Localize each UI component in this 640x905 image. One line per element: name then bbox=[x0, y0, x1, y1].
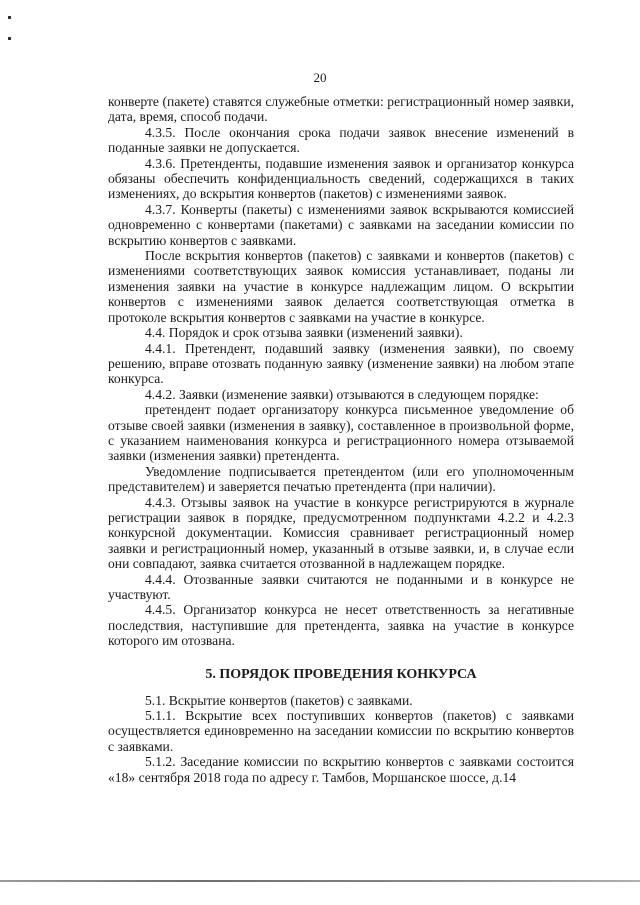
page-number: 20 bbox=[313, 70, 327, 85]
paragraph: 5.1.2. Заседание комиссии по вскрытию конвертов с заявками состоится «18» сентября 2018 года по адресу г. Тамбов, Моршанское шоссе, д.14 bbox=[108, 754, 574, 785]
paragraph: 4.3.5. После окончания срока подачи заявок внесение изменений в поданные заявки не допускается. bbox=[108, 124, 574, 156]
paragraph: 4.3.6. Претенденты, подавшие изменения заявок и организатор конкурса обязаны обеспечить конфиденциальность сведений, содержащихся в таких изменениях, до вскрытия конвертов (пакетов) с изменениями заявок. bbox=[108, 155, 574, 202]
paragraph: 4.4.2. Заявки (изменение заявки) отзываются в следующем порядке: bbox=[145, 386, 539, 402]
paragraph: 4.4.4. Отозванные заявки считаются не поданными и в конкурсе не участвуют. bbox=[108, 571, 574, 602]
scan-bottom-edge bbox=[0, 880, 640, 882]
paragraph: После вскрытия конвертов (пакетов) с заявками и конвертов (пакетов) с изменениями соответствующих заявок комиссия устанавливает, поданы ли изменения заявки на участие в конкурсе надлежащим лицом. О вскрытии конвертов с изменениями заявок делается соответствующая отметка в протоколе вскрытия конвертов с заявками на участие в конкурсе. bbox=[108, 248, 574, 325]
scan-artifact-mark bbox=[8, 37, 11, 40]
section-title: 5. ПОРЯДОК ПРОВЕДЕНИЯ КОНКУРСА bbox=[205, 666, 477, 682]
paragraph: 4.4.1. Претендент, подавший заявку (изменения заявки), по своему решению, вправе отозвать поданную заявку (изменение заявки) на любом этапе конкурса. bbox=[108, 340, 574, 387]
paragraph: 5.1. Вскрытие конвертов (пакетов) с заявками. bbox=[145, 692, 413, 708]
document-body bbox=[108, 94, 574, 785]
paragraph: 4.3.7. Конверты (пакеты) с изменениями заявок вскрываются комиссией одновременно с конвертами (пакетами) с заявками на заседании комиссии по вскрытию конвертов с заявками. bbox=[108, 201, 574, 248]
paragraph: 4.4.3. Отзывы заявок на участие в конкурсе регистрируются в журнале регистрации заявок в порядке, предусмотренном подпунктами 4.2.2 и 4.2.3 конкурсной документации. Комиссия сравнивает регистрационный номер заявки и регистрационный номер, указанный в отзыве заявки, и, в случае если они совпадают, заявка считается отозванной в надлежащем порядке. bbox=[108, 494, 574, 572]
paragraph: претендент подает организатору конкурса письменное уведомление об отзыве своей заявки (изменения в заявку), составленное в произвольной форме, с указанием наименования конкурса и регистрационного номера отзываемой заявки (изменения заявки) претендента. bbox=[108, 402, 574, 464]
paragraph: 5.1.1. Вскрытие всех поступивших конвертов (пакетов) с заявками осуществляется единовременно на заседании комиссии по вскрытию конвертов с заявками. bbox=[108, 708, 574, 754]
paragraph: Уведомление подписывается претендентом (или его уполномоченным представителем) и заверяется печатью претендента (при наличии). bbox=[108, 463, 574, 495]
scan-artifact-mark bbox=[8, 16, 11, 19]
paragraph: конверте (пакете) ставятся служебные отметки: регистрационный номер заявки, дата, время, способ подачи. bbox=[108, 94, 574, 125]
paragraph: 4.4.5. Организатор конкурса не несет ответственность за негативные последствия, наступившие для претендента, заявка на участие в конкурсе которого им отозвана. bbox=[108, 602, 574, 649]
paragraph: 4.4. Порядок и срок отзыва заявки (изменений заявки). bbox=[145, 325, 463, 341]
